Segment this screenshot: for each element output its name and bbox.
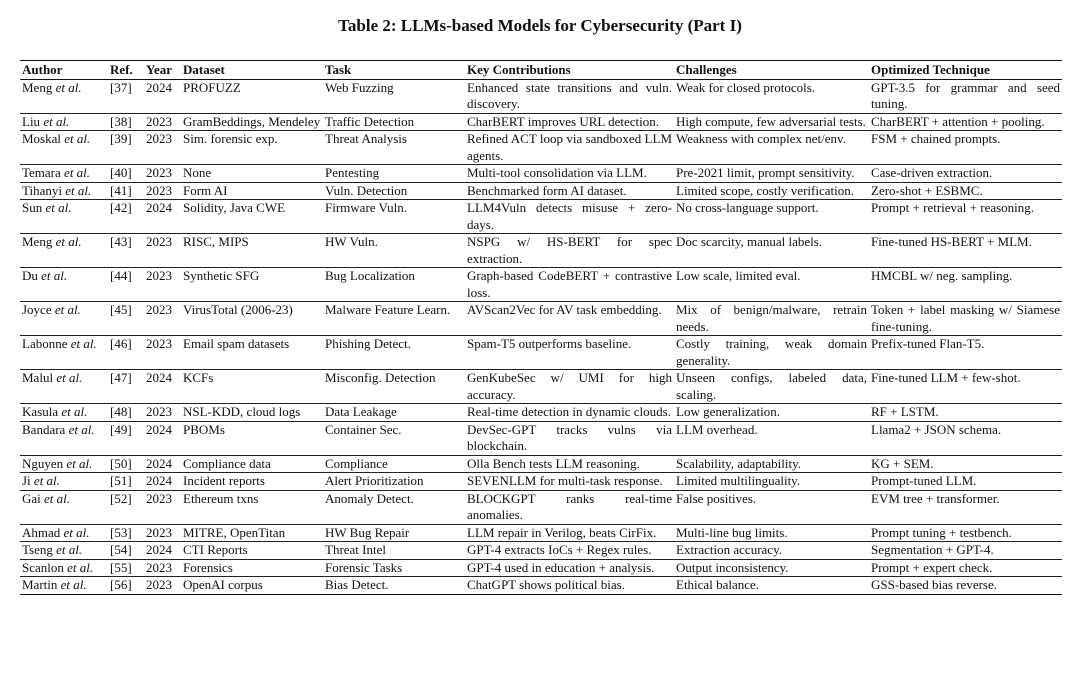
cell-optimized-technique: Llama2 + JSON schema. — [869, 421, 1062, 455]
table-row — [20, 490, 1062, 524]
author-name: Ahmad — [22, 524, 61, 540]
cell-year: 2024 — [144, 542, 181, 560]
cell-challenges: Output inconsistency. — [674, 559, 869, 577]
cell-author — [20, 131, 108, 165]
cell-ref: [52] — [108, 490, 144, 524]
author-et-al: et al. — [64, 131, 91, 146]
cell-optimized-technique: RF + LSTM. — [869, 404, 1062, 422]
author-et-al: et al. — [63, 524, 90, 540]
author-et-al: et al. — [41, 268, 68, 283]
cell-author — [20, 490, 108, 524]
cell-dataset: PROFUZZ — [181, 79, 323, 113]
cell-author — [20, 370, 108, 404]
cell-author — [20, 404, 108, 422]
table-row — [20, 404, 1062, 422]
author-name: Kasula — [22, 404, 59, 419]
author-name: Sun — [22, 200, 43, 215]
table-caption: Table 2: LLMs-based Models for Cybersecurity (Part I) — [338, 16, 742, 35]
cell-dataset: OpenAI corpus — [181, 577, 323, 595]
table-row — [20, 131, 1062, 165]
cell-dataset: NSL-KDD, cloud logs — [181, 404, 323, 422]
cell-optimized-technique: GSS-based bias reverse. — [869, 577, 1062, 595]
author-et-al: et al. — [67, 559, 94, 575]
cell-dataset: PBOMs — [181, 421, 323, 455]
cell-author — [20, 113, 108, 131]
cell-year: 2023 — [144, 404, 181, 422]
cell-key-contribution: Multi-tool consolidation via LLM. — [465, 165, 674, 183]
cell-task: Phishing Detect. — [323, 336, 465, 370]
table-row — [20, 421, 1062, 455]
cell-key-contribution: Benchmarked form AI dataset. — [465, 182, 674, 200]
cell-challenges: Extraction accuracy. — [674, 542, 869, 560]
cell-dataset: Synthetic SFG — [181, 268, 323, 302]
cell-challenges: Limited scope, costly verification. — [674, 182, 869, 200]
table-row — [20, 79, 1062, 113]
table-row — [20, 113, 1062, 131]
cell-author — [20, 559, 108, 577]
column-header-challenges: Challenges — [674, 61, 869, 80]
cell-ref: [37] — [108, 79, 144, 113]
cell-year: 2023 — [144, 113, 181, 131]
author-name: Martin — [22, 577, 58, 592]
table-row — [20, 473, 1062, 491]
cell-year: 2023 — [144, 302, 181, 336]
cell-challenges: LLM overhead. — [674, 421, 869, 455]
cell-author — [20, 200, 108, 234]
cell-task: HW Vuln. — [323, 234, 465, 268]
author-et-al: et al. — [55, 79, 82, 95]
cell-year: 2024 — [144, 473, 181, 491]
cell-task: Firmware Vuln. — [323, 200, 465, 234]
cell-ref: [49] — [108, 421, 144, 455]
author-et-al: et al. — [68, 421, 95, 437]
cell-optimized-technique: Token + label masking w/ Siamese fine-tuning. — [871, 302, 1060, 334]
author-name: Liu — [22, 113, 41, 129]
cell-key-contribution: AVScan2Vec for AV task embedding. — [465, 302, 674, 336]
cell-year: 2023 — [144, 131, 181, 165]
cell-author — [20, 234, 108, 268]
cell-key-contribution: LLM4Vuln detects misuse + zero-days. — [467, 200, 672, 232]
author-name: Meng — [22, 79, 53, 95]
cell-dataset: MITRE, OpenTitan — [181, 524, 323, 542]
author-et-al: et al. — [70, 336, 97, 351]
cell-ref: [56] — [108, 577, 144, 595]
table-row — [20, 302, 1062, 336]
cell-optimized-technique: KG + SEM. — [869, 455, 1062, 473]
author-et-al: et al. — [60, 577, 87, 592]
author-name: Tihanyi — [22, 182, 62, 198]
cell-challenges: Multi-line bug limits. — [674, 524, 869, 542]
author-name: Malul — [22, 370, 54, 385]
cell-year: 2023 — [144, 524, 181, 542]
cell-author — [20, 524, 108, 542]
cell-key-contribution: GPT-4 extracts IoCs + Regex rules. — [465, 542, 674, 560]
cell-ref: [39] — [108, 131, 144, 165]
cell-dataset: Forensics — [181, 559, 323, 577]
cell-optimized-technique: Prompt tuning + testbench. — [869, 524, 1062, 542]
cell-author — [20, 182, 108, 200]
cell-challenges: False positives. — [674, 490, 869, 524]
cell-optimized-technique: Segmentation + GPT-4. — [869, 542, 1062, 560]
cell-optimized-technique: GPT-3.5 for grammar and seed tuning. — [871, 79, 1060, 111]
cell-year: 2024 — [144, 455, 181, 473]
cell-task: Bug Localization — [323, 268, 465, 302]
cell-author — [20, 473, 108, 491]
cell-key-contribution: DevSec-GPT tracks vulns via blockchain. — [467, 421, 672, 453]
table-row — [20, 370, 1062, 404]
cell-ref: [43] — [108, 234, 144, 268]
cell-task: Alert Prioritization — [323, 473, 465, 491]
cell-key-contribution: Refined ACT loop via sandboxed LLM agents. — [467, 131, 672, 163]
table-body — [20, 79, 1062, 594]
author-name: Labonne — [22, 336, 68, 351]
cell-challenges: Pre-2021 limit, prompt sensitivity. — [674, 165, 869, 183]
cell-ref: [54] — [108, 542, 144, 560]
cell-dataset: GramBeddings, Mendeley — [181, 113, 323, 131]
cell-task: Web Fuzzing — [323, 79, 465, 113]
author-name: Scanlon — [22, 559, 64, 575]
author-et-al: et al. — [45, 200, 72, 215]
cell-task: Bias Detect. — [323, 577, 465, 595]
cell-dataset: KCFs — [181, 370, 323, 404]
cell-year: 2024 — [144, 200, 181, 234]
cell-task: Threat Analysis — [323, 131, 465, 165]
cell-dataset: Compliance data — [181, 455, 323, 473]
author-name: Ji — [22, 473, 31, 488]
cell-challenges: Ethical balance. — [674, 577, 869, 595]
cell-challenges: Mix of benign/malware, retrain needs. — [676, 302, 867, 334]
cell-key-contribution: LLM repair in Verilog, beats CirFix. — [465, 524, 674, 542]
author-et-al: et al. — [65, 182, 92, 198]
cell-optimized-technique: Prompt + retrieval + reasoning. — [869, 200, 1062, 234]
cell-ref: [46] — [108, 336, 144, 370]
cell-ref: [48] — [108, 404, 144, 422]
table-row — [20, 559, 1062, 577]
author-et-al: et al. — [55, 234, 82, 249]
cell-optimized-technique: EVM tree + transformer. — [869, 490, 1062, 524]
cell-year: 2023 — [144, 336, 181, 370]
table-row — [20, 524, 1062, 542]
cell-task: Container Sec. — [323, 421, 465, 455]
cell-key-contribution: SEVENLLM for multi-task response. — [465, 473, 674, 491]
cell-author — [20, 165, 108, 183]
cell-dataset: Incident reports — [181, 473, 323, 491]
cell-task: HW Bug Repair — [323, 524, 465, 542]
cell-author — [20, 302, 108, 336]
author-name: Du — [22, 268, 38, 283]
cell-year: 2023 — [144, 234, 181, 268]
cell-optimized-technique: Prefix-tuned Flan-T5. — [869, 336, 1062, 370]
cell-challenges: Weakness with complex net/env. — [674, 131, 869, 165]
cell-challenges: Low generalization. — [674, 404, 869, 422]
cell-ref: [42] — [108, 200, 144, 234]
author-name: Joyce — [22, 302, 52, 317]
cell-ref: [41] — [108, 182, 144, 200]
author-name: Nguyen — [22, 455, 64, 471]
cell-ref: [53] — [108, 524, 144, 542]
cell-ref: [38] — [108, 113, 144, 131]
table-row — [20, 455, 1062, 473]
cell-author — [20, 268, 108, 302]
cell-challenges: Weak for closed protocols. — [674, 79, 869, 113]
cell-author — [20, 455, 108, 473]
author-name: Temara — [22, 165, 61, 180]
column-header-author: Author — [20, 61, 108, 80]
cell-key-contribution: Spam-T5 outperforms baseline. — [465, 336, 674, 370]
cell-optimized-technique: Case-driven extraction. — [869, 165, 1062, 183]
cell-key-contribution: CharBERT improves URL detection. — [465, 113, 674, 131]
cell-key-contribution: Graph-based CodeBERT + contrastive loss. — [467, 268, 672, 300]
column-header-key-contributions: Key Contributions — [465, 61, 674, 80]
cell-key-contribution: NSPG w/ HS-BERT for spec extraction. — [467, 234, 672, 266]
cell-ref: [55] — [108, 559, 144, 577]
cell-year: 2023 — [144, 182, 181, 200]
cell-dataset: RISC, MIPS — [181, 234, 323, 268]
cell-challenges: Unseen configs, labeled data, scaling. — [676, 370, 867, 402]
author-name: Moskal — [22, 131, 61, 146]
cell-challenges: Doc scarcity, manual labels. — [674, 234, 869, 268]
cell-key-contribution: Olla Bench tests LLM reasoning. — [465, 455, 674, 473]
cell-task: Traffic Detection — [323, 113, 465, 131]
column-header-dataset: Dataset — [181, 61, 323, 80]
cell-ref: [47] — [108, 370, 144, 404]
cell-optimized-technique: Fine-tuned HS-BERT + MLM. — [869, 234, 1062, 268]
table-header-row — [20, 61, 1062, 80]
cell-author — [20, 421, 108, 455]
cell-dataset: Email spam datasets — [181, 336, 323, 370]
cell-task: Anomaly Detect. — [323, 490, 465, 524]
cell-year: 2023 — [144, 490, 181, 524]
table-row — [20, 200, 1062, 234]
author-et-al: et al. — [56, 542, 83, 557]
cell-optimized-technique: Fine-tuned LLM + few-shot. — [869, 370, 1062, 404]
author-name: Tseng — [22, 542, 53, 557]
cell-year: 2023 — [144, 165, 181, 183]
table-row — [20, 182, 1062, 200]
cell-dataset: Sim. forensic exp. — [181, 131, 323, 165]
author-et-al: et al. — [44, 490, 71, 506]
author-et-al: et al. — [33, 473, 60, 488]
cell-challenges: Scalability, adaptability. — [674, 455, 869, 473]
cell-dataset: None — [181, 165, 323, 183]
cell-ref: [40] — [108, 165, 144, 183]
cell-dataset: VirusTotal (2006-23) — [181, 302, 323, 336]
column-header-task: Task — [323, 61, 465, 80]
llm-cybersecurity-table — [20, 60, 1062, 595]
cell-year: 2023 — [144, 268, 181, 302]
cell-optimized-technique: HMCBL w/ neg. sampling. — [869, 268, 1062, 302]
cell-dataset: Form AI — [181, 182, 323, 200]
cell-key-contribution: BLOCKGPT ranks real-time anomalies. — [467, 490, 672, 522]
author-name: Meng — [22, 234, 53, 249]
cell-challenges: Low scale, limited eval. — [674, 268, 869, 302]
table-row — [20, 234, 1062, 268]
cell-author — [20, 577, 108, 595]
cell-year: 2024 — [144, 79, 181, 113]
cell-key-contribution: Real-time detection in dynamic clouds. — [465, 404, 674, 422]
cell-year: 2023 — [144, 577, 181, 595]
column-header-ref: Ref. — [108, 61, 144, 80]
cell-challenges: Costly training, weak domain generality. — [676, 336, 867, 368]
table-row — [20, 542, 1062, 560]
cell-task: Misconfig. Detection — [323, 370, 465, 404]
cell-task: Vuln. Detection — [323, 182, 465, 200]
cell-year: 2024 — [144, 421, 181, 455]
author-et-al: et al. — [66, 455, 93, 471]
cell-ref: [50] — [108, 455, 144, 473]
table-row — [20, 577, 1062, 595]
author-name: Gai — [22, 490, 41, 506]
author-name: Bandara — [22, 421, 66, 437]
cell-task: Malware Feature Learn. — [323, 302, 465, 336]
cell-task: Compliance — [323, 455, 465, 473]
table-row — [20, 336, 1062, 370]
cell-year: 2023 — [144, 559, 181, 577]
table-row — [20, 268, 1062, 302]
cell-challenges: High compute, few adversarial tests. — [674, 113, 869, 131]
author-et-al: et al. — [54, 302, 81, 317]
cell-key-contribution: ChatGPT shows political bias. — [465, 577, 674, 595]
cell-task: Data Leakage — [323, 404, 465, 422]
cell-task: Forensic Tasks — [323, 559, 465, 577]
cell-task: Threat Intel — [323, 542, 465, 560]
cell-key-contribution: GPT-4 used in education + analysis. — [465, 559, 674, 577]
cell-ref: [44] — [108, 268, 144, 302]
cell-dataset: Solidity, Java CWE — [181, 200, 323, 234]
cell-ref: [51] — [108, 473, 144, 491]
author-et-al: et al. — [64, 165, 91, 180]
cell-year: 2024 — [144, 370, 181, 404]
author-et-al: et al. — [56, 370, 83, 385]
cell-task: Pentesting — [323, 165, 465, 183]
column-header-year: Year — [144, 61, 181, 80]
cell-optimized-technique: Prompt + expert check. — [869, 559, 1062, 577]
cell-dataset: CTI Reports — [181, 542, 323, 560]
author-et-al: et al. — [43, 113, 70, 129]
author-et-al: et al. — [61, 404, 88, 419]
cell-challenges: Limited multilinguality. — [674, 473, 869, 491]
cell-key-contribution: Enhanced state transitions and vuln. discovery. — [467, 79, 672, 111]
cell-author — [20, 542, 108, 560]
cell-author — [20, 336, 108, 370]
cell-optimized-technique: Zero-shot + ESBMC. — [869, 182, 1062, 200]
cell-optimized-technique: CharBERT + attention + pooling. — [869, 113, 1062, 131]
cell-challenges: No cross-language support. — [674, 200, 869, 234]
table-row — [20, 165, 1062, 183]
cell-dataset: Ethereum txns — [181, 490, 323, 524]
column-header-optimized-technique: Optimized Technique — [869, 61, 1062, 80]
cell-optimized-technique: FSM + chained prompts. — [869, 131, 1062, 165]
cell-optimized-technique: Prompt-tuned LLM. — [869, 473, 1062, 491]
cell-ref: [45] — [108, 302, 144, 336]
cell-key-contribution: GenKubeSec w/ UMI for high accuracy. — [467, 370, 672, 402]
cell-author — [20, 79, 108, 113]
